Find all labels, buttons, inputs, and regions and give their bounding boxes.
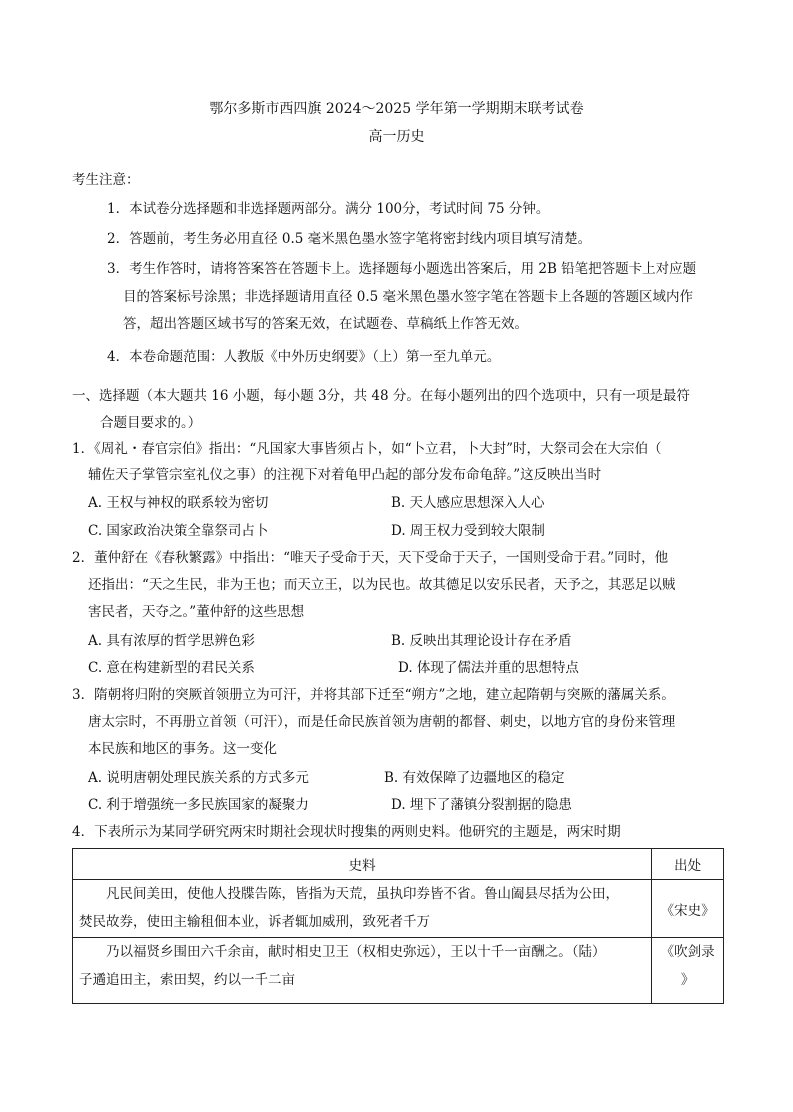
table-header-origin: 出处: [652, 849, 724, 880]
question-1-option-a[interactable]: A. 王权与神权的联系较为密切: [88, 495, 269, 511]
question-1-option-b[interactable]: B. 天人感应思想深入人心: [391, 495, 545, 511]
question-2-stem-continued: 害民者，天夺之。”董仲舒的这些思想: [88, 604, 305, 620]
exam-subtitle: 高一历史: [368, 129, 425, 145]
notice-heading: 考生注意：: [72, 172, 140, 188]
table-cell-source-text: [73, 880, 652, 938]
cell-origin-text: 》: [680, 972, 695, 988]
question-2-stem: 2．董仲舒在《春秋繁露》中指出：“唯天子受命于天，天下受命于天子，一国则受命于君。”同时，他: [72, 550, 669, 566]
notice-item: 3．考生作答时，请将答案答在答题卡上。选择题每小题选出答案后，用 2B 铅笔把答题卡上对应题: [107, 261, 697, 277]
question-1-option-c[interactable]: C. 国家政治决策全靠祭司占卜: [88, 523, 269, 539]
table-cell-source-text: [73, 938, 652, 1004]
table-cell-origin: [652, 880, 724, 938]
question-1-stem-continued: 辅佐天子掌管宗室礼仪之事）的注视下对着龟甲凸起的部分发布命龟辞。”这反映出当时: [88, 467, 602, 483]
cell-origin-text: 《吹剑录: [660, 944, 715, 960]
question-2-stem-continued: 还指出：“天之生民，非为王也；而天立王，以为民也。故其德足以安乐民者，天予之，其恶足以贼: [88, 577, 676, 593]
notice-item: 4．本卷命题范围：人教版《中外历史纲要》（上）第一至九单元。: [107, 349, 501, 365]
question-2-option-b[interactable]: B. 反映出其理论设计存在矛盾: [391, 633, 572, 649]
question-3-stem-continued: 唐太宗时，不再册立首领（可汗），而是任命民族首领为唐朝的都督、刺史，以地方官的身份来管理: [88, 714, 676, 730]
source-table: [72, 848, 724, 1004]
cell-text-line: 凡民间美田，使他人投牒告陈，皆指为天荒，虽执印券皆不省。鲁山阖县尽括为公田，: [106, 886, 619, 902]
question-1-stem: 1．《周礼・春官宗伯》指出：“凡国家大事皆须占卜，如“卜立君，卜大封”时，大祭司会在大宗伯（: [72, 441, 662, 457]
question-2-option-d[interactable]: D. 体现了儒法并重的思想特点: [398, 660, 579, 676]
question-1-option-d[interactable]: D. 周王权力受到较大限制: [391, 523, 545, 539]
question-3-stem-continued: 本民族和地区的事务。这一变化: [88, 741, 277, 757]
question-2-option-c[interactable]: C. 意在构建新型的君民关系: [88, 660, 255, 676]
section-heading-continued: 合题目要求的。）: [100, 415, 202, 431]
cell-text-line: 焚民故券，使田主输租佃本业，诉者辄加威刑，致死者千万: [79, 914, 430, 930]
question-3-option-b[interactable]: B. 有效保障了边疆地区的稳定: [384, 770, 565, 786]
notice-item: 1．本试卷分选择题和非选择题两部分。满分 100分，考试时间 75 分钟。: [107, 201, 550, 217]
table-header-source-text: 史料: [73, 849, 652, 880]
notice-item: 2．答题前，考生务必用直径 0.5 毫米黑色墨水签字笔将密封线内项目填写清楚。: [107, 231, 592, 247]
table-row: [73, 880, 724, 938]
table-cell-origin: [652, 938, 724, 1004]
table-header-row: [73, 849, 724, 880]
exam-title: 鄂尔多斯市西四旗 2024～2025 学年第一学期期末联考试卷: [209, 101, 584, 117]
question-2-option-a[interactable]: A. 具有浓厚的哲学思辨色彩: [88, 633, 255, 649]
table-row: [73, 938, 724, 1004]
question-3-option-a[interactable]: A. 说明唐朝处理民族关系的方式多元: [88, 770, 309, 786]
notice-item-continued: 答，超出答题区域书写的答案无效，在试题卷、草稿纸上作答无效。: [123, 316, 528, 332]
cell-origin-text: 《宋史》: [660, 902, 715, 919]
question-3-option-c[interactable]: C. 利于增强统一多民族国家的凝聚力: [88, 797, 309, 813]
cell-text-line: 子遹追田主，索田契，约以一千二亩: [79, 972, 295, 988]
question-3-stem: 3．隋朝将归附的突厥首领册立为可汗，并将其部下迁至“朔方”之地，建立起隋朝与突厥的藩属关系。: [72, 687, 675, 703]
cell-text-line: 乃以福贤乡围田六千余亩，献时相史卫王（权相史弥远），王以十千一亩酬之。（陆）: [106, 944, 606, 960]
section-heading: 一、选择题（本大题共 16 小题，每小题 3分，共 48 分。在每小题列出的四个选项中，只有一项是最符: [72, 388, 690, 404]
question-3-option-d[interactable]: D. 埋下了藩镇分裂割据的隐患: [391, 797, 572, 813]
question-4-stem: 4．下表所示为某同学研究两宋时期社会现状时搜集的两则史料。他研究的主题是，两宋时期: [72, 824, 621, 840]
notice-item-continued: 目的答案标号涂黑；非选择题请用直径 0.5 毫米黑色墨水签字笔在答题卡上各题的答题区域内作: [123, 289, 694, 305]
